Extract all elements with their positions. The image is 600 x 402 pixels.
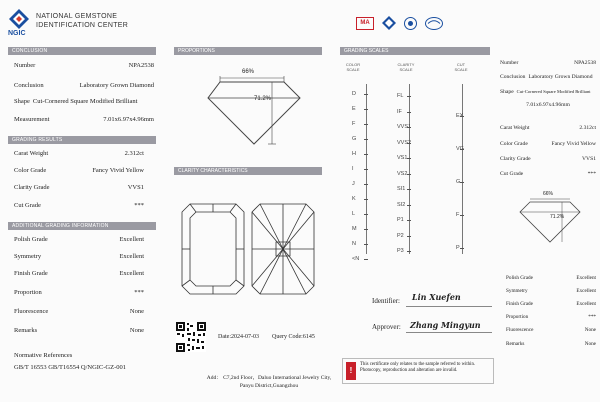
right-conclusion-label: Conclusion [500, 74, 526, 80]
right-symmetry-value: Excellent [576, 288, 596, 294]
table-percent: 66% [242, 69, 255, 75]
section-bar-additional: ADDITIONAL GRADING INFORMATION [8, 222, 156, 230]
clarity-scale-head: CLARITY SCALE [397, 62, 415, 72]
color-scale-tick [364, 124, 368, 125]
right-shape-value: Cut-Cornered Square Modified Brilliant [516, 89, 591, 94]
right-measurement-value: 7.01x6.97x4.96mm [526, 102, 570, 108]
clarity-plot-svg [178, 200, 318, 300]
right-remarks-value: None [584, 341, 596, 347]
color-scale-label: K [352, 196, 356, 202]
clarity-scale-label: SI1 [397, 186, 406, 192]
color-scale-tick [364, 139, 368, 140]
proportion-value: *** [134, 289, 144, 296]
clarity-scale-label: VS2 [397, 170, 408, 177]
section-bar-grading: GRADING RESULTS [8, 136, 156, 144]
color-scale-tick [364, 229, 368, 230]
clarity-scale-label: SI2 [397, 201, 406, 208]
right-carat-label: Carat Weight [500, 125, 530, 131]
cut-scale-tick [460, 248, 464, 249]
color-scale-label: D [352, 91, 356, 97]
proportions-diagram [188, 60, 318, 150]
clarity-scale-tick [407, 96, 411, 97]
color-scale-label: H [352, 151, 356, 157]
carat-label: Carat Weight [14, 150, 49, 157]
depth-percent: 71.2% [254, 96, 272, 102]
section-bar-proportions: PROPORTIONS [174, 47, 322, 55]
cut-scale-label: EX [456, 113, 464, 119]
cut-scale-line [462, 84, 463, 254]
right-clarity-label: Clarity Grade [500, 156, 531, 162]
color-scale-label: M [352, 226, 357, 232]
conclusion-label: Conclusion [14, 82, 44, 89]
color-scale-tick [364, 259, 368, 260]
number-label: Number [14, 62, 36, 69]
conclusion-block [14, 58, 154, 128]
address-line2: Panyu District,Guangzhou [239, 383, 299, 389]
color-scale-tick [364, 244, 368, 245]
right-finish-value: Excellent [576, 301, 596, 307]
color-scale-tick [364, 94, 368, 95]
right-depth-percent: 71.2% [550, 214, 565, 220]
color-scale-label: I [352, 166, 354, 172]
section-bar-clarity-characteristics: CLARITY CHARACTERISTICS [174, 167, 322, 175]
clarity-scale-tick [407, 251, 411, 252]
right-color-label: Color Grade [500, 141, 528, 147]
clarity-scale-label: VVS1 [397, 124, 412, 130]
color-scale-label: L [352, 211, 356, 217]
grading-block [14, 146, 144, 216]
right-shape-label: Shape [500, 89, 514, 95]
clarity-value: VVS1 [127, 184, 144, 191]
section-bar-conclusion: CONCLUSION [8, 47, 156, 55]
right-proportion-label: Proportion [506, 314, 529, 320]
normative-block [14, 352, 164, 371]
normative-title: Normative References [14, 352, 73, 359]
remarks-value: None [129, 327, 144, 334]
clarity-scale-tick [407, 236, 411, 237]
measurement-label: Measurement [14, 116, 50, 123]
cut-scale-label: F [456, 212, 460, 218]
symmetry-value: Excellent [119, 253, 144, 260]
right-number-label: Number [500, 60, 519, 66]
clarity-scale-label: VVS2 [397, 139, 412, 146]
cma-logo-icon: MA [356, 17, 374, 30]
cut-scale-label: P [456, 245, 460, 251]
color-scale-tick [364, 214, 368, 215]
right-conclusion-value: Laboratory Grown Diamond [528, 74, 593, 80]
right-clarity-value: VVS1 [582, 156, 596, 162]
diamond-logo-icon [382, 16, 396, 30]
cut-scale-label: G [456, 179, 461, 185]
cut-scale-head: CUT SCALE [454, 62, 468, 72]
color-scale-label: N [352, 241, 356, 247]
notice-text: This certificate only relates to the sample referred to within. Photocopy, reproduction and alteration are invalid. [360, 362, 476, 373]
shape-value: Cut-Cornered Square Modified Brilliant [32, 98, 138, 105]
cut-value: *** [134, 202, 144, 209]
cnas-logo-icon [425, 17, 443, 30]
approver-underline [406, 332, 492, 333]
right-cut-label: Cut Grade [500, 171, 524, 177]
clarity-scale-tick [407, 112, 411, 113]
right-carat-value: 2.312ct [579, 125, 596, 131]
finish-label: Finish Grade [14, 270, 48, 277]
carat-value: 2.312ct [124, 150, 144, 157]
color-scale-tick [364, 184, 368, 185]
date-text: Date:2024-07-03 [218, 334, 259, 340]
clarity-scale-tick [407, 143, 411, 144]
color-scale-label: G [352, 136, 357, 142]
clarity-scale-label: P2 [397, 232, 404, 239]
right-polish-value: Excellent [576, 275, 596, 281]
fluorescence-value: None [129, 308, 144, 315]
right-fluorescence-value: None [584, 327, 596, 333]
approver-signature: Zhang Mingyun [410, 320, 481, 330]
clarity-scale-label: FL [397, 93, 404, 99]
right-cut-value: *** [587, 171, 596, 177]
symmetry-label: Symmetry [14, 253, 42, 260]
measurement-value: 7.01x6.97x4.96mm [103, 116, 154, 123]
qr-code-icon[interactable] [176, 322, 206, 352]
color-scale-tick [364, 169, 368, 170]
clarity-scale-label: P3 [397, 248, 404, 254]
right-proportions-diagram [512, 190, 590, 246]
color-scale-label: <N [352, 256, 360, 262]
notice-box [342, 358, 494, 384]
org-name-line2: IDENTIFICATION CENTER [36, 22, 129, 29]
clarity-scale-tick [407, 205, 411, 206]
right-polish-label: Polish Grade [506, 275, 533, 281]
remarks-label: Remarks [14, 327, 38, 334]
polish-value: Excellent [119, 236, 144, 243]
clarity-scale-tick [407, 127, 411, 128]
color-scale-label: E [352, 106, 356, 112]
color-scale-label: F [352, 121, 356, 127]
query-code: Query Code:6145 [272, 334, 315, 340]
color-label: Color Grade [14, 167, 47, 174]
cut-scale-tick [460, 149, 464, 150]
proportion-label: Proportion [14, 289, 42, 296]
clarity-scale-tick [407, 220, 411, 221]
polish-label: Polish Grade [14, 236, 48, 243]
clarity-scale-label: P1 [397, 217, 404, 223]
cut-scale-tick [460, 215, 464, 216]
right-fluorescence-label: Fluorescence [506, 327, 534, 333]
identifier-signature: Lin Xuefen [412, 292, 461, 302]
cut-scale-label: VG [456, 146, 464, 152]
conclusion-value: Laboratory Grown Diamond [79, 82, 154, 89]
clarity-scale-tick [407, 174, 411, 175]
additional-block [14, 232, 144, 342]
identifier-underline [406, 306, 492, 307]
fluorescence-label: Fluorescence [14, 308, 49, 315]
number-value: NPA2538 [128, 62, 154, 69]
shape-label: Shape [14, 98, 30, 105]
org-name-line1: NATIONAL GEMSTONE [36, 13, 118, 20]
identifier-label: Identifier: [372, 297, 400, 305]
accreditation-logos [356, 16, 443, 30]
address-line1: Add： C7,2nd Floor，Daluo International Jewelry City, [206, 375, 332, 381]
cut-scale-tick [460, 116, 464, 117]
right-color-value: Fancy Vivid Yellow [551, 141, 596, 147]
color-scale-tick [364, 109, 368, 110]
address [194, 374, 344, 390]
ngic-wordmark: NGIC [8, 30, 26, 37]
right-proportion-value: *** [588, 314, 596, 320]
color-scale-label: J [352, 181, 355, 187]
color-value: Fancy Vivid Yellow [92, 167, 144, 174]
clarity-scale-label: VS1 [397, 155, 408, 161]
cut-scale-tick [460, 182, 464, 183]
right-finish-label: Finish Grade [506, 301, 533, 307]
right-symmetry-label: Symmetry [506, 288, 528, 294]
clarity-scale-tick [407, 189, 411, 190]
color-scale-head: COLOR SCALE [345, 62, 361, 72]
color-scale-tick [364, 154, 368, 155]
section-bar-grading-scales: GRADING SCALES [340, 47, 490, 55]
clarity-scale-line [409, 84, 410, 254]
clarity-scale-label: IF [397, 108, 402, 115]
round-seal-icon [404, 17, 417, 30]
finish-value: Excellent [119, 270, 144, 277]
right-table-percent: 66% [543, 191, 554, 197]
warning-icon: ! [346, 362, 356, 380]
header [8, 8, 128, 34]
right-remarks-label: Remarks [506, 341, 525, 347]
right-number-value: NPA2538 [574, 60, 596, 66]
cut-label: Cut Grade [14, 202, 41, 209]
normative-refs: GB/T 16553 GB/T16554 Q/NGIC-GZ-001 [14, 364, 127, 371]
clarity-label: Clarity Grade [14, 184, 50, 191]
clarity-scale-tick [407, 158, 411, 159]
approver-label: Approver: [372, 323, 401, 331]
color-scale-tick [364, 199, 368, 200]
clarity-plot [178, 200, 318, 300]
